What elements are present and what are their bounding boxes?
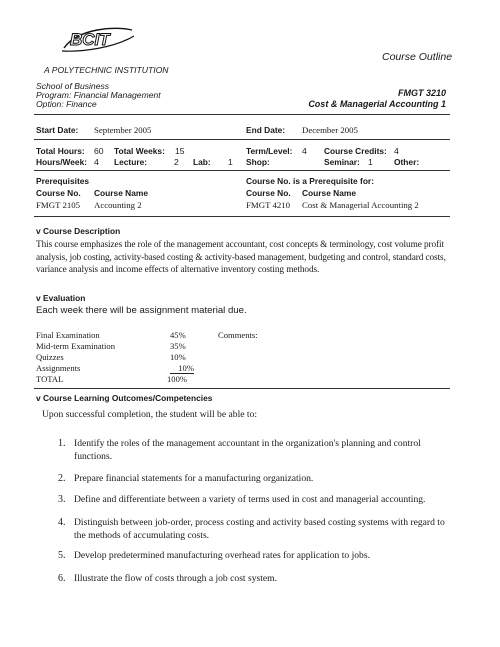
outcome-text: Distinguish between job-order, process costing and activity based costing systems with regard to the methods of accumulating costs. bbox=[74, 517, 445, 541]
outcome-number: 5. bbox=[58, 550, 66, 561]
evaluation-note: Each week there will be assignment material due. bbox=[36, 305, 247, 316]
outcome-text: Identify the roles of the management accountant in the organization's planning and control functions. bbox=[74, 438, 421, 462]
outcome-number: 4. bbox=[58, 517, 66, 528]
institution-tagline: A POLYTECHNIC INSTITUTION bbox=[44, 65, 169, 75]
next-course-name: Cost & Managerial Accounting 2 bbox=[302, 200, 419, 210]
prerequisite-for-heading: Course No. is a Prerequisite for: bbox=[246, 176, 374, 186]
lab-label: Lab: bbox=[193, 157, 211, 167]
start-date-value: September 2005 bbox=[94, 125, 152, 135]
option: Option: Finance bbox=[36, 99, 97, 109]
outcome-number: 3. bbox=[58, 494, 66, 505]
course-credits-value: 4 bbox=[394, 146, 399, 156]
total-hours-value: 60 bbox=[94, 146, 104, 156]
left-col-course-name: Course Name bbox=[94, 188, 148, 198]
total-hours-label: Total Hours: bbox=[36, 146, 85, 156]
eval-total-pct: 100% bbox=[167, 374, 188, 384]
course-credits-label: Course Credits: bbox=[324, 146, 387, 156]
shop-label: Shop: bbox=[246, 157, 270, 167]
outcome-number: 2. bbox=[58, 473, 66, 484]
eval-row-pct: 45% bbox=[170, 330, 186, 340]
eval-row-label: Mid-term Examination bbox=[36, 341, 115, 351]
program: Program: Financial Management bbox=[36, 90, 161, 100]
outcome-number: 6. bbox=[58, 573, 66, 584]
start-date-label: Start Date: bbox=[36, 125, 79, 135]
course-description-heading: v Course Description bbox=[36, 226, 121, 236]
prerequisites-heading: Prerequisites bbox=[36, 176, 90, 186]
comments-label: Comments: bbox=[218, 330, 258, 340]
eval-row-pct: 10% bbox=[170, 352, 186, 362]
right-col-course-no: Course No. bbox=[246, 188, 291, 198]
hours-week-value: 4 bbox=[94, 157, 99, 167]
bcit-logo bbox=[58, 24, 136, 54]
right-col-course-name: Course Name bbox=[302, 188, 356, 198]
info-divider-2 bbox=[34, 170, 450, 171]
info-divider-1 bbox=[34, 139, 450, 140]
header-divider bbox=[34, 114, 450, 115]
term-level-value: 4 bbox=[302, 146, 307, 156]
hours-week-label: Hours/Week: bbox=[36, 157, 88, 167]
lab-value: 1 bbox=[228, 157, 233, 167]
left-col-course-no: Course No. bbox=[36, 188, 81, 198]
school: School of Business bbox=[36, 81, 110, 91]
outcome-text: Define and differentiate between a variety of terms used in cost and managerial accounting. bbox=[74, 494, 426, 505]
seminar-value: 1 bbox=[368, 157, 373, 167]
prereq-course-no: FMGT 2105 bbox=[36, 200, 81, 210]
course-code: FMGT 3210 bbox=[397, 88, 446, 98]
outcome-number: 1. bbox=[58, 438, 66, 449]
eval-row-pct: 35% bbox=[170, 341, 186, 351]
course-title: Cost & Managerial Accounting 1 bbox=[308, 99, 446, 109]
end-date-value: December 2005 bbox=[302, 125, 358, 135]
evaluation-divider bbox=[34, 388, 450, 389]
outcomes-heading: v Course Learning Outcomes/Competencies bbox=[36, 393, 213, 403]
eval-row-label: Assignments bbox=[36, 363, 81, 373]
eval-row-label: Final Examination bbox=[36, 330, 100, 340]
outcomes-intro: Upon successful completion, the student will be able to: bbox=[42, 409, 258, 420]
total-weeks-label: Total Weeks: bbox=[114, 146, 165, 156]
other-label: Other: bbox=[394, 157, 420, 167]
term-level-label: Term/Level: bbox=[246, 146, 293, 156]
outcome-text: Illustrate the flow of costs through a job cost system. bbox=[74, 573, 278, 584]
prereq-course-name: Accounting 2 bbox=[94, 200, 142, 210]
end-date-label: End Date: bbox=[246, 125, 286, 135]
total-weeks-value: 15 bbox=[175, 146, 185, 156]
doc-type: Course Outline bbox=[382, 51, 453, 63]
eval-row-pct: 10% bbox=[170, 363, 194, 374]
eval-total-label: TOTAL bbox=[36, 374, 64, 384]
seminar-label: Seminar: bbox=[324, 157, 360, 167]
lecture-label: Lecture: bbox=[114, 157, 148, 167]
next-course-no: FMGT 4210 bbox=[246, 200, 291, 210]
outcome-text: Prepare financial statements for a manufacturing organization. bbox=[74, 473, 314, 484]
eval-row-label: Quizzes bbox=[36, 352, 64, 362]
course-description-text: This course emphasizes the role of the management accountant, cost concepts & terminology, cost volume profit analysis, job costing, activity-based costing & activity-based management, budgeting and control, standard costs, variance analysis and income effects of alternative inventory costing methods. bbox=[36, 240, 446, 275]
lecture-value: 2 bbox=[174, 157, 179, 167]
outcome-text: Develop predetermined manufacturing overhead rates for application to jobs. bbox=[74, 550, 370, 561]
evaluation-heading: v Evaluation bbox=[36, 293, 86, 303]
logo-text: BCIT bbox=[70, 30, 110, 49]
prereq-divider bbox=[34, 216, 450, 217]
